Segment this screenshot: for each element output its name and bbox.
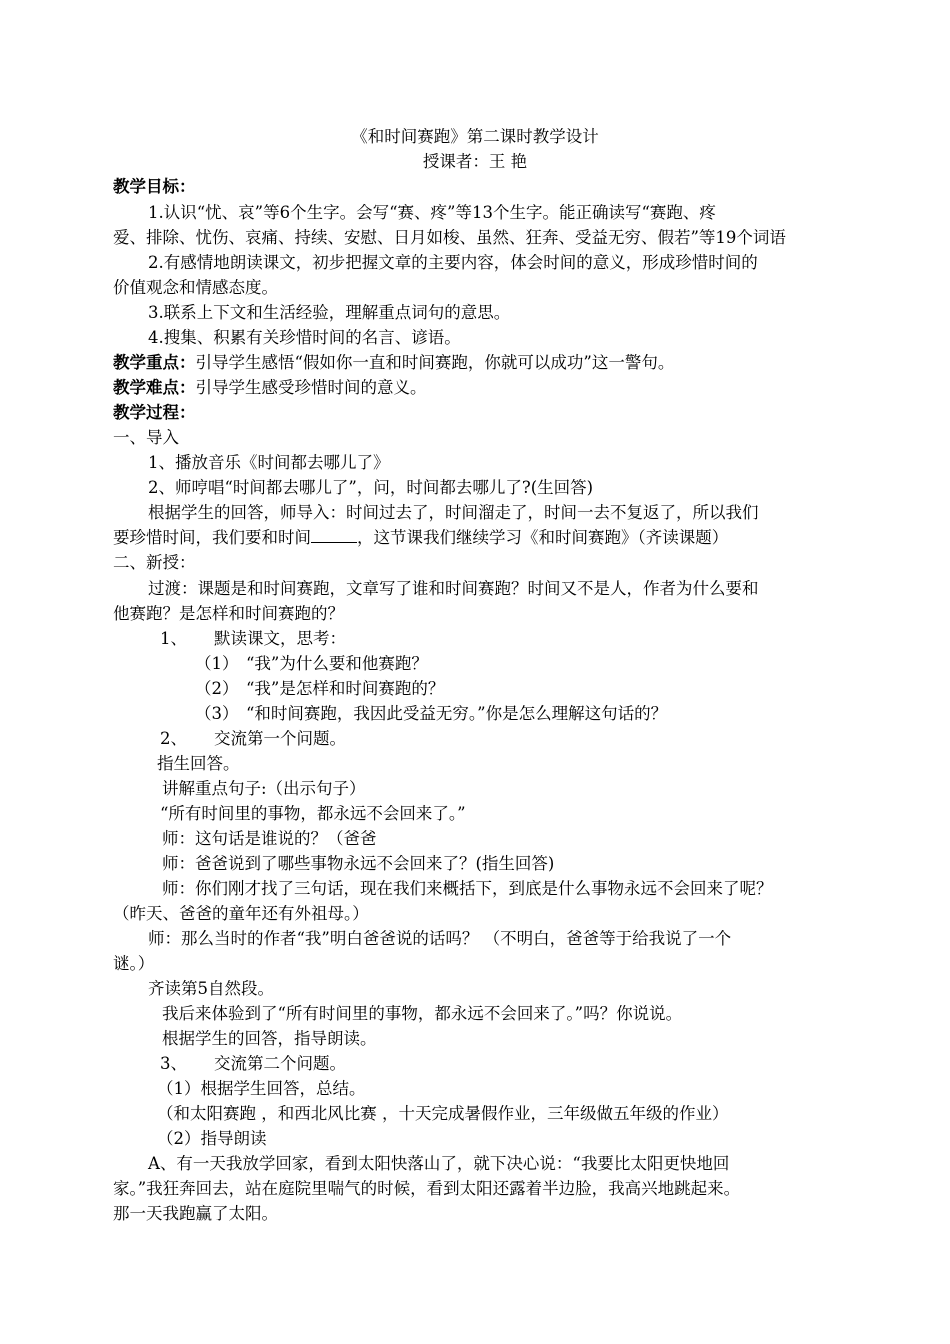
question-1-number: （1）: [195, 654, 239, 673]
key-sentence: “所有时间里的事物，都永远不会回来了。”: [160, 804, 466, 823]
step-2-line-g: （昨天、爸爸的童年还有外祖母。）: [113, 904, 369, 923]
difficult-point-text: 引导学生感受珍惜时间的意义。: [195, 378, 427, 397]
step-3-line-a: （1）根据学生回答，总结。: [157, 1079, 366, 1098]
difficult-point: [113, 376, 427, 400]
objectives-heading: 教学目标：: [113, 177, 196, 196]
question-2: “我”是怎样和时间赛跑的？: [246, 679, 445, 698]
step-2-line-b: 讲解重点句子:（出示句子）: [162, 779, 366, 798]
intro-step-3-line-1: 根据学生的回答，师导入：时间过去了，时间溜走了，时间一去不复返了，所以我们: [148, 503, 759, 522]
step-2-line-f: 师：你们刚才找了三句话，现在我们来概括下，到底是什么事物永远不会回来了呢？: [162, 879, 773, 898]
objective-4: 4.搜集、积累有关珍惜时间的名言、谚语。: [148, 328, 461, 347]
step-2-text: 交流第一个问题。: [214, 729, 346, 748]
section-new-heading: 二、新授：: [113, 553, 196, 572]
process-heading: 教学过程：: [113, 403, 196, 422]
reading-passage-line-1: A、有一天我放学回家，看到太阳快落山了，就下决心说：“我要比太阳更快地回: [148, 1154, 730, 1173]
teacher-line: 授课者：王 艳: [422, 152, 528, 171]
step-3-line-c: （2）指导朗读: [157, 1129, 267, 1148]
objective-1-line-1: 1.认识“忧、哀”等6个生字。会写“赛、疼”等13个生字。能正确读写“赛跑、疼: [148, 203, 716, 222]
question-3-number: （3）: [195, 704, 239, 723]
key-point-label: 教学重点：: [113, 353, 196, 372]
objective-1-line-2: 爱、排除、忧伤、哀痛、持续、安慰、日月如梭、虽然、狂奔、受益无穷、假若”等19个词语: [113, 228, 786, 247]
step-2-line-d: 师：这句话是谁说的？（爸爸: [162, 829, 377, 848]
intro-step-1: 1、播放音乐《时间都去哪儿了》: [148, 453, 390, 472]
step-1-number: 1、: [160, 629, 187, 648]
fill-in-blank: [311, 526, 357, 543]
difficult-point-label: 教学难点：: [113, 378, 196, 397]
reading-passage-line-3: 那一天我跑赢了太阳。: [113, 1204, 278, 1223]
step-3-number: 3、: [160, 1054, 187, 1073]
question-2-number: （2）: [195, 679, 239, 698]
step-2-line-k: 我后来体验到了“所有时间里的事物，都永远不会回来了。”吗？你说说。: [162, 1004, 683, 1023]
step-1-text: 默读课文，思考：: [214, 629, 346, 648]
transition-line-1: 过渡：课题是和时间赛跑，文章写了谁和时间赛跑？时间又不是人，作者为什么要和: [148, 579, 759, 598]
question-3: “和时间赛跑，我因此受益无穷。”你是怎么理解这句话的？: [246, 704, 668, 723]
section-intro-heading: 一、导入: [113, 428, 179, 447]
document-title: 《和时间赛跑》第二课时教学设计: [351, 127, 599, 146]
step-2-line-a: 指生回答。: [157, 754, 240, 773]
intro-step-3-line-2: [113, 526, 728, 550]
objective-3: 3.联系上下文和生活经验，理解重点词句的意思。: [148, 303, 511, 322]
transition-line-2: 他赛跑？是怎样和时间赛跑的？: [113, 604, 344, 623]
question-1: “我”为什么要和他赛跑？: [246, 654, 428, 673]
reading-passage-line-2: 家。”我狂奔回去，站在庭院里喘气的时候，看到太阳还露着半边脸，我高兴地跳起来。: [113, 1179, 741, 1198]
step-2-line-l: 根据学生的回答，指导朗读。: [162, 1029, 377, 1048]
step-2-line-i: 谜。）: [113, 954, 155, 973]
objective-2-line-1: 2.有感情地朗读课文，初步把握文章的主要内容，体会时间的意义，形成珍惜时间的: [148, 253, 758, 272]
objective-2-line-2: 价值观念和情感态度。: [113, 278, 278, 297]
step-3-line-b: （和太阳赛跑 ，和西北风比赛 ，十天完成暑假作业，三年级做五年级的作业）: [157, 1104, 729, 1123]
key-point-text: 引导学生感悟“假如你一直和时间赛跑，你就可以成功”这一警句。: [195, 353, 675, 372]
step-2-number: 2、: [160, 729, 187, 748]
step-3-text: 交流第二个问题。: [214, 1054, 346, 1073]
intro-step-3-text-before-blank: 要珍惜时间，我们要和时间: [113, 528, 311, 547]
step-2-line-e: 师：爸爸说到了哪些事物永远不会回来了？(指生回答): [162, 854, 555, 873]
intro-step-3-text-after-blank: ，这节课我们继续学习《和时间赛跑》（齐读课题）: [357, 528, 729, 547]
step-2-line-j: 齐读第5自然段。: [148, 979, 274, 998]
key-point: [113, 351, 674, 375]
intro-step-2: 2、师哼唱“时间都去哪儿了”，问，时间都去哪儿了?(生回答): [148, 478, 594, 497]
step-2-line-h: 师：那么当时的作者“我”明白爸爸说的话吗？ （不明白，爸爸等于给我说了一个: [148, 929, 732, 948]
